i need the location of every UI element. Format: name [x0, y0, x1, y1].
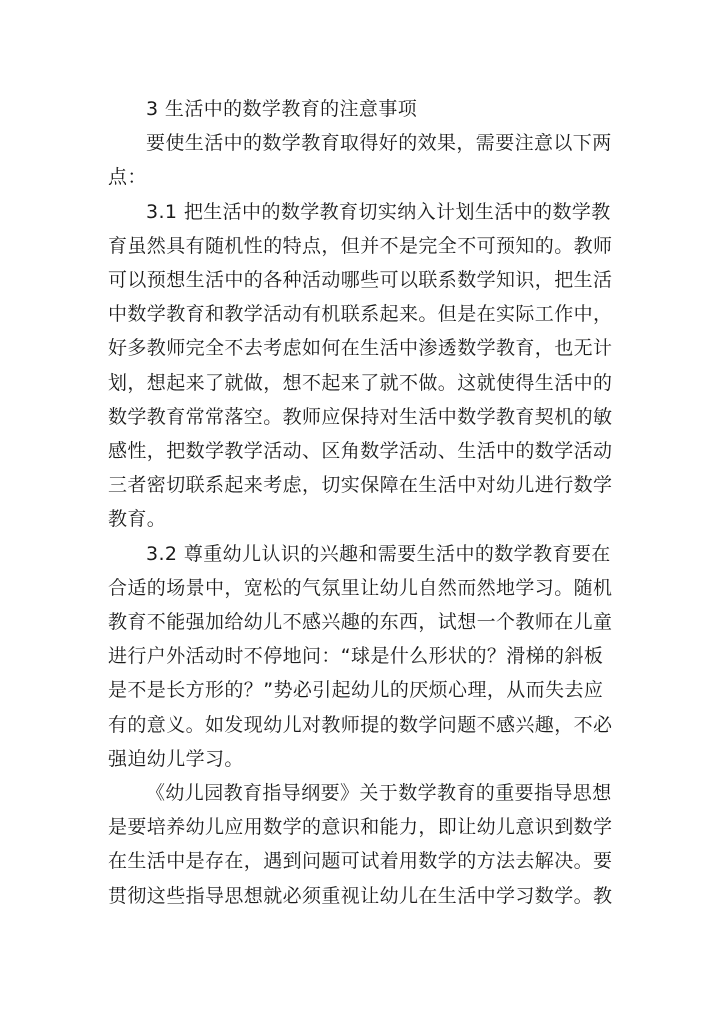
- section-heading: 3 生活中的数学教育的注意事项: [146, 98, 418, 120]
- paragraph-3-2: 3.2 尊重幼儿认识的兴趣和需要生活中的数学教育要在 合适的场景中，宽松的气氛里让幼儿自然而然地学习。随机 教育不能强加给幼儿不感兴趣的东西，试想一个教师在儿童 进行户外活动时不停地问：“球是什么形状的？滑梯的斜板 是不是长方形的？”势必引起幼儿的厌烦心理，从而失去应 有的意义。如发现幼儿对教师提的数学问题不感兴趣，不必 强迫幼儿学习。: [108, 542, 613, 770]
- document-body: [108, 92, 614, 913]
- paragraph-intro: 要使生活中的数学教育取得好的效果，需要注意以下两 点：: [108, 132, 612, 189]
- paragraph-guideline: 《幼儿园教育指导纲要》关于数学教育的重要指导思想 是要培养幼儿应用数学的意识和能力，即让幼儿意识到数学 在生活中是存在，遇到问题可试着用数学的方法去解决。要 贯彻这些指导思想就必须重视让幼儿在生活中学习数学。教: [108, 782, 613, 907]
- paragraph-3-1: 3.1 把生活中的数学教育切实纳入计划生活中的数学教 育虽然具有随机性的特点，但并不是完全不可预知的。教师 可以预想生活中的各种活动哪些可以联系数学知识，把生活 中数学教育和教学活动有机联系起来。但是在实际工作中， 好多教师完全不去考虑如何在生活中渗透数学教育，也无计 划，想起来了就做，想不起来了就不做。这就使得生活中的 数学教育常常落空。教师应保持对生活中数学教育契机的敏 感性，把数学教学活动、区角数学活动、生活中的数学活动 三者密切联系起来考虑，切实保障在生活中对幼儿进行数学 教育。: [108, 200, 613, 531]
